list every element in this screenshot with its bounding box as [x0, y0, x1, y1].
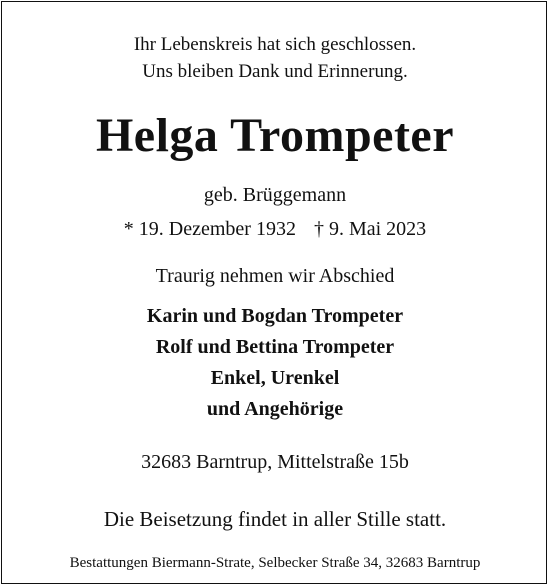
death-date: † 9. Mai 2023: [313, 218, 427, 240]
quote-line-1: Ihr Lebenskreis hat sich geschlossen.: [133, 34, 417, 55]
mourner-line: Karin und Bogdan Trompeter: [146, 305, 404, 327]
mourner-line: und Angehörige: [206, 398, 344, 420]
birth-date: * 19. Dezember 1932: [123, 218, 296, 240]
farewell-text: Traurig nehmen wir Abschied: [155, 265, 395, 287]
undertaker-info: Bestattungen Biermann-Strate, Selbecker Straße 34, 32683 Barntrup: [69, 555, 481, 571]
deceased-name: Helga Trompeter: [95, 109, 455, 162]
funeral-note: Die Beisetzung findet in aller Stille statt.: [103, 507, 447, 531]
mourner-line: Rolf und Bettina Trompeter: [155, 336, 395, 358]
birth-name: geb. Brüggemann: [203, 184, 347, 206]
family-address: 32683 Barntrup, Mittelstraße 15b: [141, 451, 409, 473]
mourner-line: Enkel, Urenkel: [210, 367, 340, 389]
notice-border: [1, 1, 547, 584]
quote-line-2: Uns bleiben Dank und Erinnerung.: [142, 61, 408, 82]
life-dates: [0, 218, 550, 241]
